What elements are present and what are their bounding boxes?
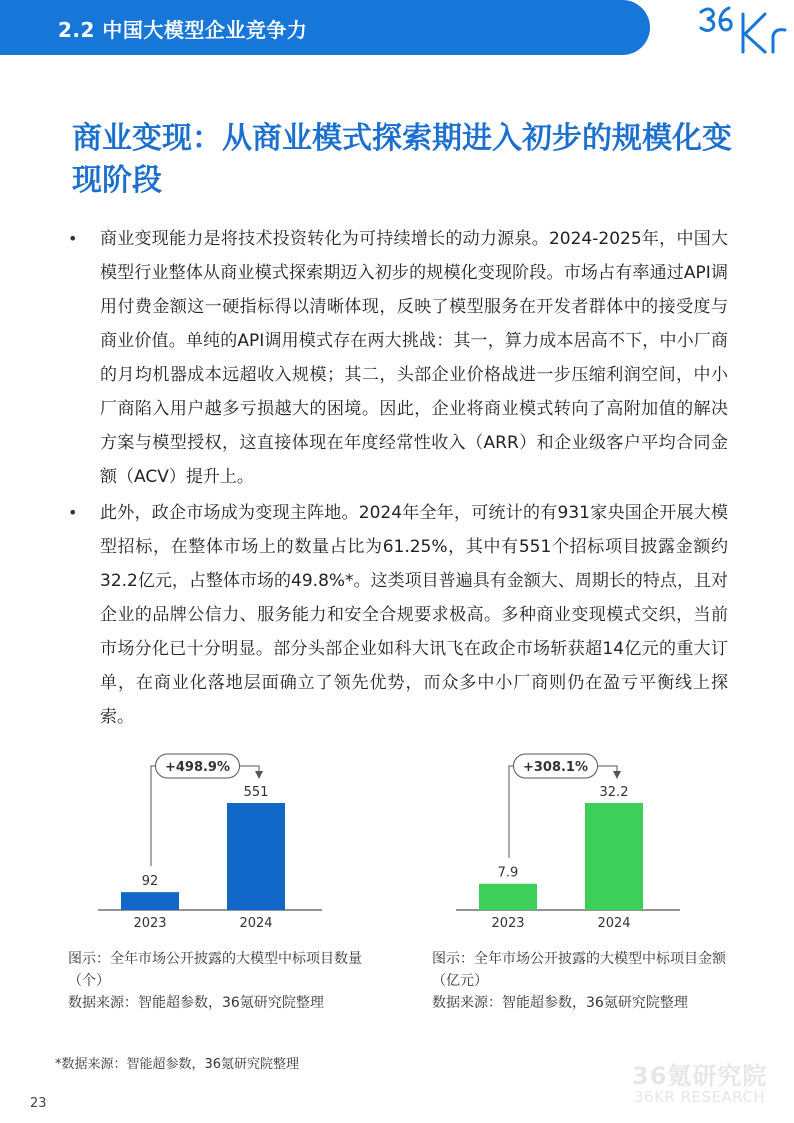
- caption-text: 图示：全年市场公开披露的大模型中标项目数量（个）: [68, 951, 362, 989]
- data-label: 551: [243, 785, 269, 800]
- bullet-item: [68, 222, 728, 494]
- tick-label: 2023: [133, 916, 167, 931]
- bar-2024: [227, 803, 285, 910]
- bar-2023: [121, 892, 179, 910]
- tick-label: 2024: [239, 916, 273, 931]
- caption-source: 数据来源：智能超参数，36氪研究院整理: [432, 995, 688, 1011]
- bullet-dot-icon: •: [68, 229, 78, 248]
- growth-label: +498.9%: [164, 760, 231, 775]
- bullet-item: [68, 496, 728, 734]
- bar-2024: [585, 803, 643, 910]
- data-label: 32.2: [599, 785, 629, 800]
- bullet-dot-icon: •: [68, 503, 78, 522]
- header-bar: [0, 0, 650, 55]
- bullet-text: 此外，政企市场成为变现主阵地。2024年全年，可统计的有931家央国企开展大模型招标，在整体市场上的数量占比为61.25%，其中有551个招标项目披露金额约32.2亿元，占整体市场的49.8%*。这类项目普遍具有金额大、周期长的特点，且对企业的品牌公信力、服务能力和安全合规要求极高。多种商业变现模式交织，当前市场分化已十分明显。部分头部企业如科大讯飞在政企市场斩获超14亿元的重大订单，在商业化落地层面确立了领先优势，而众多中小厂商则仍在盈亏平衡线上探索。: [100, 503, 728, 727]
- tick-label: 2024: [597, 916, 631, 931]
- data-label: 7.9: [497, 865, 519, 881]
- section-title: 2.2 中国大模型企业竞争力: [58, 18, 308, 42]
- caption-source: 数据来源：智能超参数，36氪研究院整理: [68, 995, 324, 1011]
- 36kr-logo: [695, 0, 794, 55]
- growth-label: +308.1%: [522, 760, 589, 775]
- watermark-cn: 36氪研究院: [632, 1062, 768, 1090]
- data-label: 92: [141, 874, 159, 890]
- caption-text: 图示：全年市场公开披露的大模型中标项目金额（亿元）: [432, 951, 726, 989]
- watermark-en: 36KR RESEARCH: [634, 1088, 766, 1106]
- page-number: 23: [30, 1096, 47, 1111]
- bar-2023: [479, 884, 537, 910]
- bullet-text: 商业变现能力是将技术投资转化为可持续增长的动力源泉。2024-2025年，中国大模型行业整体从商业模式探索期迈入初步的规模化变现阶段。市场占有率通过API调用付费金额这一硬指标得以清晰体现，反映了模型服务在开发者群体中的接受度与商业价值。单纯的API调用模式存在两大挑战：其一，算力成本居高不下，中小厂商的月均机器成本远超收入规模；其二，头部企业价格战进一步压缩利润空间，中小厂商陷入用户越多亏损越大的困境。因此，企业将商业模式转向了高附加值的解决方案与模型授权，这直接体现在年度经常性收入（ARR）和企业级客户平均合同金额（ACV）提升上。: [100, 229, 728, 487]
- bullet-list: [68, 222, 728, 736]
- footnote: *数据来源：智能超参数，36氪研究院整理: [55, 1057, 300, 1072]
- chart-bid-amount: [428, 745, 758, 935]
- arrow-down-icon: [613, 771, 621, 779]
- chart-caption-amount: [432, 948, 732, 1014]
- tick-label: 2023: [491, 916, 525, 931]
- arrow-down-icon: [255, 771, 263, 779]
- chart-caption-count: [68, 948, 368, 1014]
- page-title: 商业变现：从商业模式探索期进入初步的规模化变现阶段: [72, 121, 732, 198]
- chart-bid-count: [70, 745, 400, 935]
